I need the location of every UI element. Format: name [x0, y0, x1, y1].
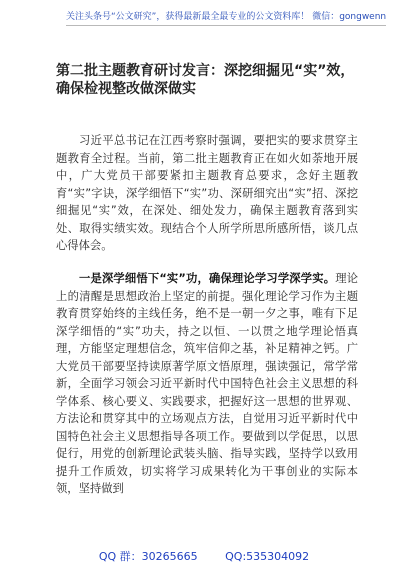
footer-qq: QQ:535304092 [225, 550, 310, 563]
paragraph-body: 理论上的清醒是思想政治上坚定的前提。强化理论学习作为主题教育贯穿始终的主线任务，绝不是一朝一夕之事，唯有下足深学细悟的“实”功夫，持之以恒、一以贯之地学理论悟真理，方能坚定理想信念，筑牢信仰之基，补足精神之钙。广大党员干部要坚持读原著学原文悟原理，强读强记，常学常新，全面学习领会习近平新时代中国特色社会主义思想的科学体系、核心要义、实践要求，把握好这一思想的世界观、方法论和贯穿其中的立场观点方法，自觉用习近平新时代中国特色社会主义思想指导各项工作。要做到以学促思，以思促行，用党的创新理论武装头脑、指导实践，坚持学以致用提升工作质效，切实将学习成果转化为干事创业的实际本领，坚持做到 [56, 272, 358, 495]
paragraph-lead: 一是深学细悟下“实”功，确保理论学习学深学实。 [79, 272, 336, 285]
paragraph-point-one [56, 270, 358, 498]
footer-qq-group: QQ 群：30265665 [98, 550, 198, 563]
footer-contact [0, 548, 408, 564]
header-banner-text: 关注头条号“公文研究”，获得最新最全最专业的公文资料库！ 微信：gongwenn [66, 12, 387, 22]
header-banner [66, 9, 386, 26]
paragraph-intro: 习近平总书记在江西考察时强调，要把实的要求贯穿主题教育全过程。当前，第二批主题教育正在如火如荼地开展中，广大党员干部要紧扣主题教育总要求，念好主题教育“实”字诀，深学细悟下“实”功、深研细究出“实”招、深挖细掘见“实”效，在深处、细处发力，确保主题教育落到实处、取得实绩实效。现结合个人所学所思所感所悟，谈几点心得体会。 [56, 134, 358, 252]
document-title: 第二批主题教育研讨发言：深挖细掘见“实”效，确保检视整改做深做实 [56, 63, 355, 97]
